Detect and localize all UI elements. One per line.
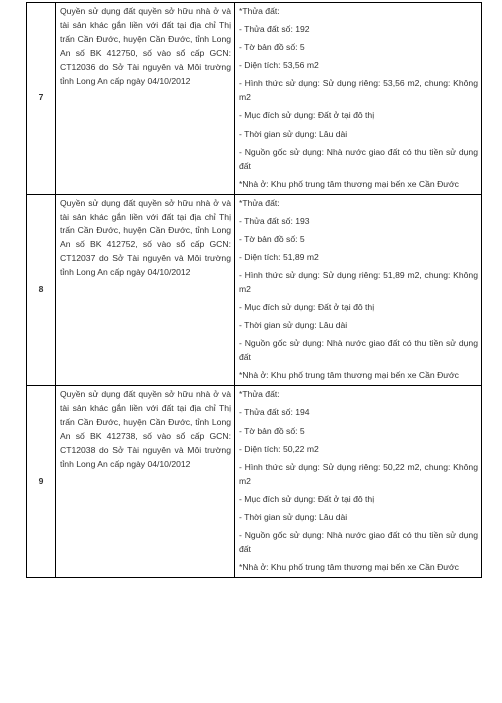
detail-line: - Diện tích: 53,56 m2 — [239, 60, 319, 71]
detail-line: - Nguồn gốc sử dụng: Nhà nước giao đất có thu tiền sử dụng đất — [239, 146, 478, 171]
property-description: Quyền sử dụng đất quyền sở hữu nhà ở và tài sản khác gắn liền với đất tại địa chỉ Thị trấn Cần Đước, huyện Cần Đước, tỉnh Long An số BK 412738, số vào sổ cấp GCN: CT12038 do Sở Tài nguyên và Môi trường tỉnh Long An cấp ngày 04/10/2012 — [56, 386, 235, 578]
detail-line: *Nhà ở: Khu phố trung tâm thương mại bến xe Cần Đước — [239, 178, 459, 189]
detail-line: - Mục đích sử dụng: Đất ở tại đô thị — [239, 110, 375, 121]
detail-line: - Thời gian sử dụng: Lâu dài — [239, 128, 348, 139]
property-table — [26, 2, 482, 578]
table-row — [27, 3, 482, 195]
detail-line: *Nhà ở: Khu phố trung tâm thương mại bến xe Cần Đước — [239, 562, 459, 572]
detail-line: - Thời gian sử dụng: Lâu dài — [239, 320, 348, 331]
table-row — [27, 194, 482, 386]
detail-line: - Nguồn gốc sử dụng: Nhà nước giao đất có thu tiền sử dụng đất — [239, 529, 478, 554]
detail-line: - Diện tích: 51,89 m2 — [239, 251, 319, 262]
row-number: 8 — [27, 194, 56, 386]
table-row — [27, 386, 482, 578]
detail-line: - Thửa đất số: 194 — [239, 407, 310, 418]
detail-line: *Nhà ở: Khu phố trung tâm thương mại bến xe Cần Đước — [239, 370, 459, 381]
detail-line: - Tờ bản đồ số: 5 — [239, 425, 305, 436]
detail-line: - Mục đích sử dụng: Đất ở tại đô thị — [239, 302, 375, 313]
detail-line: - Tờ bản đồ số: 5 — [239, 233, 305, 244]
property-details — [235, 3, 482, 195]
detail-line: - Hình thức sử dụng: Sử dụng riêng: 50,22 m2, chung: Không m2 — [239, 461, 478, 486]
detail-line: - Hình thức sử dụng: Sử dụng riêng: 51,89 m2, chung: Không m2 — [239, 270, 478, 294]
property-details — [235, 194, 482, 386]
detail-line: - Tờ bản đồ số: 5 — [239, 42, 305, 53]
detail-line: - Diện tích: 50,22 m2 — [239, 443, 319, 454]
detail-line: - Thửa đất số: 193 — [239, 215, 310, 226]
detail-line: *Thửa đất: — [239, 197, 280, 208]
detail-line: - Thửa đất số: 192 — [239, 24, 310, 35]
row-number: 9 — [27, 386, 56, 578]
detail-line: - Nguồn gốc sử dụng: Nhà nước giao đất có thu tiền sử dụng đất — [239, 338, 478, 363]
property-description: Quyền sử dụng đất quyền sở hữu nhà ở và tài sản khác gắn liền với đất tại địa chỉ Thị trấn Cần Đước, huyện Cần Đước, tỉnh Long An số BK 412750, số vào sổ cấp GCN: CT12036 do Sở Tài nguyên và Môi trường tỉnh Long An cấp ngày 04/10/2012 — [56, 3, 235, 195]
property-details — [235, 386, 482, 578]
detail-line: - Thời gian sử dụng: Lâu dài — [239, 511, 348, 522]
detail-line: *Thửa đất: — [239, 6, 280, 16]
detail-line: - Hình thức sử dụng: Sử dụng riêng: 53,56 m2, chung: Không m2 — [239, 78, 478, 103]
row-number: 7 — [27, 3, 56, 195]
detail-line: - Mục đích sử dụng: Đất ở tại đô thị — [239, 493, 375, 504]
detail-line: *Thửa đất: — [239, 389, 280, 400]
property-description: Quyền sử dụng đất quyền sở hữu nhà ở và tài sản khác gắn liền với đất tại địa chỉ Thị trấn Cần Đước, huyện Cần Đước, tỉnh Long An số BK 412752, số vào sổ cấp GCN: CT12037 do Sở Tài nguyên và Môi trường tỉnh Long An cấp ngày 04/10/2012 — [56, 194, 235, 386]
